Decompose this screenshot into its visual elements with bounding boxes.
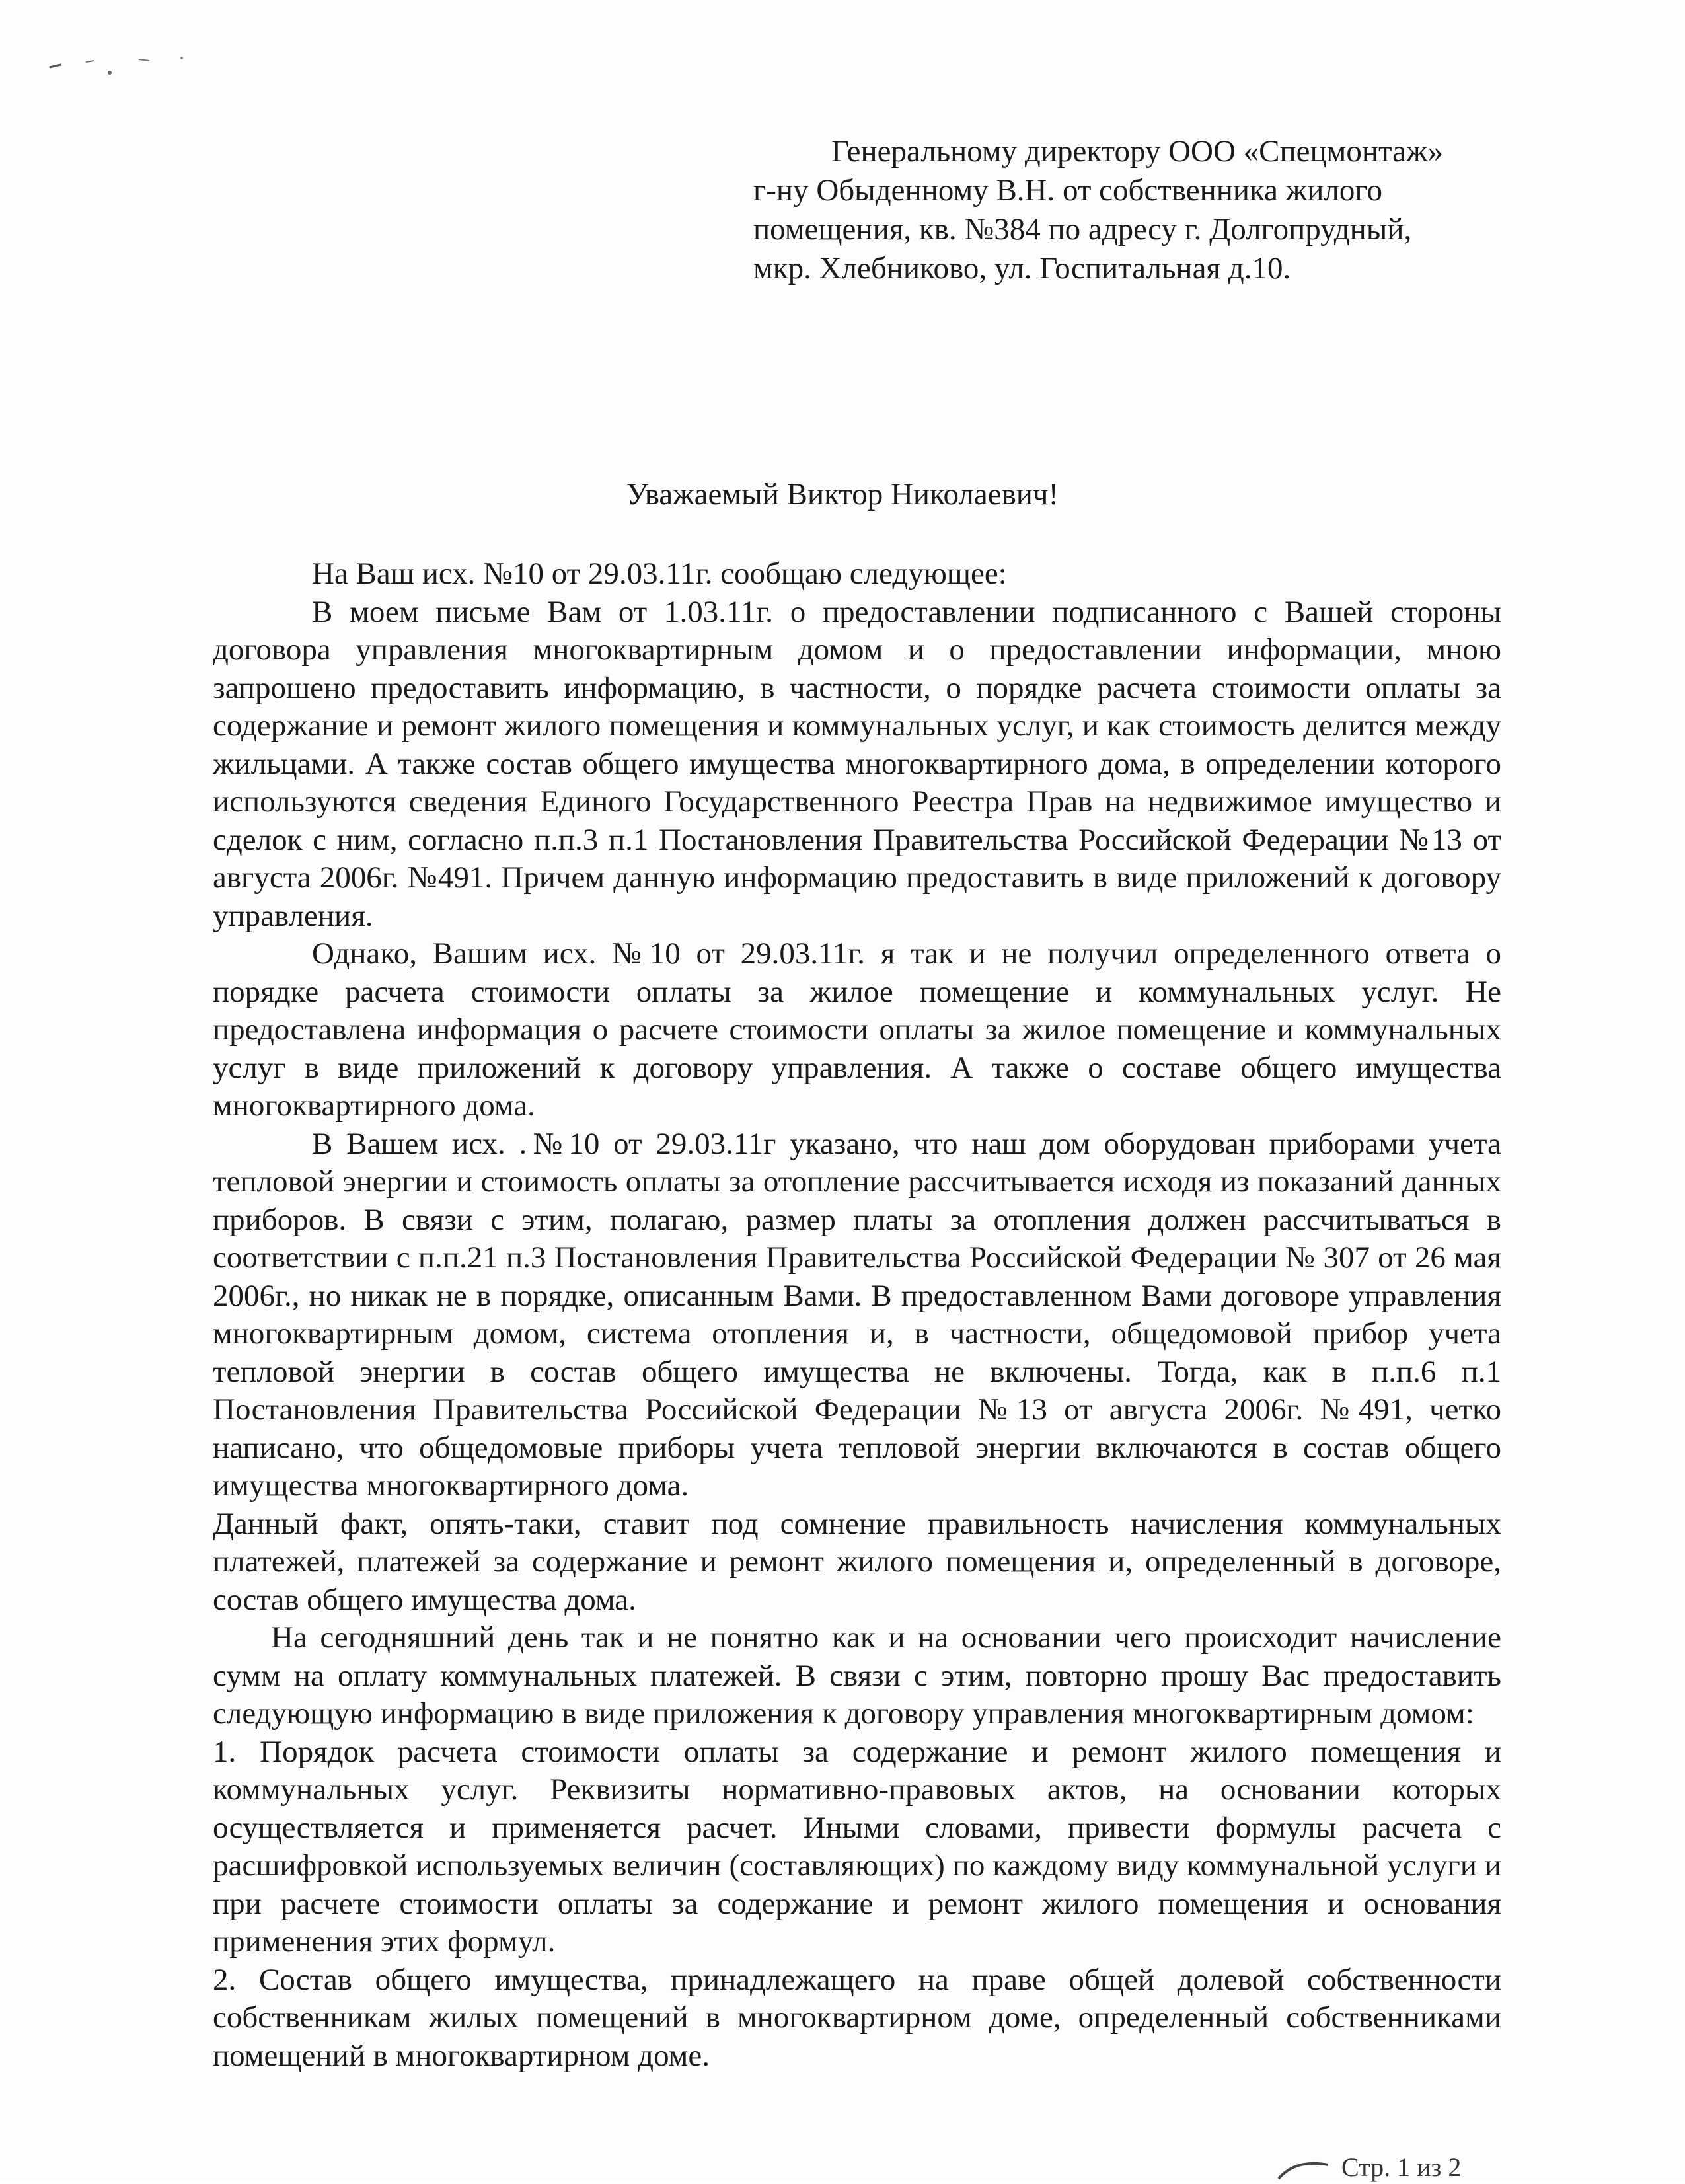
addressee-block [753, 132, 1513, 288]
paragraph-heating-meters: В Вашем исх. .№10 от 29.03.11г указано, что наш дом оборудован приборами учета тепловой энергии и стоимость оплаты за отопление рассчитывается исходя из показаний данных приборов. В связи с этим, полагаю, размер платы за отопления должен рассчитываться в соответствии с п.п.21 п.3 Постановления Правительства Российской Федерации № 307 от 26 мая 2006г., но никак не в порядке, описанным Вами. В предоставленном Вами договоре управления многоквартирным домом, система отопления и, в частности, общедомовой прибор учета тепловой энергии в состав общего имущества не включены. Тогда, как в п.п.6 п.1 Постановления Правительства Российской Федерации №13 от августа 2006г. №491, четко написано, что общедомовые приборы учета тепловой энергии включаются в состав общего имущества многоквартирного дома. [213, 1126, 1501, 1503]
addressee-line-1: Генеральному директору ООО «Спецмонтаж» [831, 134, 1444, 169]
list-item-2: 2. Состав общего имущества, принадлежащего на праве общей долевой собственности собственникам жилых помещений в многоквартирном доме, определенный собственниками помещений в многоквартирном доме. [213, 1962, 1501, 2073]
paragraph-repeat-request: На сегодняшний день так и не понятно как и на основании чего происходит начисление сумм на оплату коммунальных платежей. В связи с этим, повторно прошу Вас предоставить следующую информацию в виде приложения к договору управления многоквартирным домом: [213, 1620, 1501, 1731]
salutation: Уважаемый Виктор Николаевич! [626, 477, 1059, 511]
paragraph-no-answer: Однако, Вашим исх. №10 от 29.03.11г. я так и не получил определенного ответа о порядке расчета стоимости оплаты за жилое помещение и коммунальных услуг. Не предоставлена информация о расчете стоимости оплаты за жилое помещение и коммунальных услуг в виде приложений к договору управления. А также о составе общего имущества многоквартирного дома. [213, 936, 1501, 1123]
list-item-1: 1. Порядок расчета стоимости оплаты за содержание и ремонт жилого помещения и коммунальных услуг. Реквизиты нормативно-правовых актов, на основании которых осуществляется и применяется расчет. Иными словами, привести формулы расчета с расшифровкой используемых величин (составляющих) по каждому виду коммунальной услуги и при расчете стоимости оплаты за содержание и ремонт жилого помещения и основания применения этих формул. [213, 1734, 1501, 1959]
addressee-line-3: помещения, кв. №384 по адресу г. Долгопрудный, [753, 212, 1412, 246]
letter-body [213, 555, 1501, 2075]
paragraph-reference: На Ваш исх. №10 от 29.03.11г. сообщаю следующее: [312, 556, 1007, 591]
page-number-label: Стр. 1 из 2 [1341, 2152, 1462, 2182]
scan-artifact-marks [46, 53, 192, 79]
addressee-line-2: г-ну Обыденному В.Н. от собственника жилого [753, 173, 1382, 207]
paragraph-doubt: Данный факт, опять-таки, ставит под сомнение правильность начисления коммунальных платежей, платежей за содержание и ремонт жилого помещения и, определенный в договоре, состав общего имущества дома. [213, 1506, 1501, 1617]
paragraph-previous-request: В моем письме Вам от 1.03.11г. о предоставлении подписанного с Вашей стороны договора управления многоквартирным домом и о предоставлении информации, мною запрошено предоставить информацию, в частности, о порядке расчета стоимости оплаты за содержание и ремонт жилого помещения и коммунальных услуг, и как стоимость делится между жильцами. А также состав общего имущества многоквартирного дома, в определении которого используются сведения Единого Государственного Реестра Прав на недвижимое имущество и сделок с ним, согласно п.п.3 п.1 Постановления Правительства Российской Федерации №13 от августа 2006г. №491. Причем данную информацию предоставить в виде приложений к договору управления. [213, 594, 1501, 933]
addressee-line-4: мкр. Хлебниково, ул. Госпитальная д.10. [753, 251, 1291, 285]
page-number [1275, 2151, 1540, 2184]
